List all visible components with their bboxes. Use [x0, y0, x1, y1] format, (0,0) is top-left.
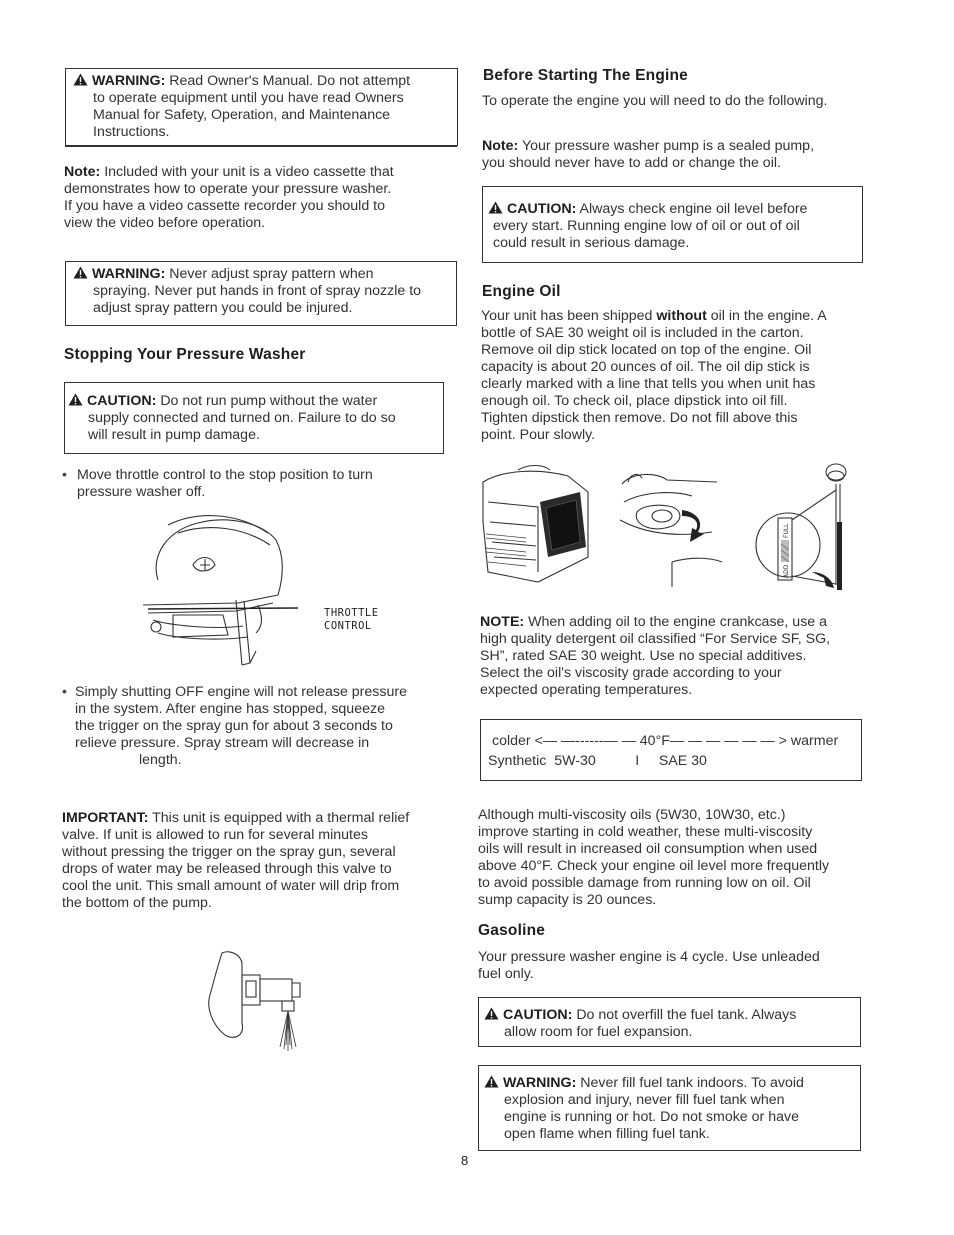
dipstick-removal-illustration — [612, 462, 737, 587]
caution-line: could result in serious damage. — [493, 235, 690, 251]
multi-line: sump capacity is 20 ounces. — [478, 892, 657, 908]
note-lead: Note: — [64, 164, 101, 180]
warning-line: open flame when filling fuel tank. — [504, 1126, 710, 1142]
caution-lead: CAUTION: — [507, 201, 577, 217]
bullet-line: pressure washer off. — [77, 484, 206, 500]
warning-triangle-icon — [484, 1075, 499, 1088]
page-number: 8 — [461, 1153, 469, 1168]
warning-lead: WARNING: — [92, 266, 166, 282]
throttle-control-label — [324, 607, 379, 633]
viscosity-table-box — [480, 719, 862, 781]
warning-lead: WARNING: — [503, 1075, 577, 1091]
note-line: SH”, rated SAE 30 weight. Use no special additives. — [480, 648, 807, 664]
dipstick-level-illustration — [752, 460, 857, 590]
warning-line: Instructions. — [93, 124, 170, 140]
caution-line: every start. Running engine low of oil or out of oil — [493, 218, 800, 234]
caution-line: Do not run pump without the water — [160, 393, 378, 409]
oil-line: bottle of SAE 30 weight oil is included in the carton. — [481, 325, 804, 341]
warning-line: Manual for Safety, Operation, and Maintenance — [93, 107, 391, 123]
warning-line: explosion and injury, never fill fuel tank when — [504, 1092, 785, 1108]
warning-line: to operate equipment until you have read Owners — [93, 90, 404, 106]
note-lead: NOTE: — [480, 614, 525, 630]
engine-oil-text — [481, 308, 881, 444]
note-line: Included with your unit is a video cassette that — [104, 164, 394, 180]
oil-line: clearly marked with a line that tells you when unit has — [481, 376, 816, 392]
viscosity-grade-row: Synthetic 5W-30 I SAE 30 — [488, 753, 707, 769]
warning-fuel-tank-text — [484, 1075, 859, 1143]
warning-lead: WARNING: — [92, 73, 166, 89]
warning-line: spraying. Never put hands in front of spray nozzle to — [93, 283, 422, 299]
bullet-dot: • — [62, 683, 67, 699]
important-line: valve. If unit is allowed to run for several minutes — [62, 827, 368, 843]
caution-line: Do not overfill the fuel tank. Always — [576, 1007, 797, 1023]
important-thermal-relief — [62, 810, 454, 912]
viscosity-temperature-row: colder <— —------— — 40°F— — — — — — > warmer — [492, 733, 839, 749]
gas-line: fuel only. — [478, 966, 534, 982]
bullet-dot: • — [62, 466, 67, 482]
caution-lead: CAUTION: — [503, 1007, 573, 1023]
note-line: If you have a video cassette recorder you should to — [64, 198, 385, 214]
oil-line: point. Pour slowly. — [481, 427, 596, 443]
important-lead: IMPORTANT: — [62, 810, 149, 826]
dipstick-full-mark: FULL — [783, 523, 790, 538]
dipstick-add-mark: ADD — [783, 564, 790, 578]
throttle-control-illustration — [138, 505, 298, 675]
caution-pump-text — [68, 393, 448, 444]
warning-triangle-icon — [484, 1007, 499, 1020]
warning-line: Never adjust spray pattern when — [169, 266, 374, 282]
note-detergent-oil — [480, 614, 890, 699]
note-line: When adding oil to the engine crankcase, use a — [528, 614, 828, 630]
caution-oil-check-text — [488, 201, 863, 252]
thermal-relief-valve-illustration — [200, 945, 315, 1055]
engine-oil-fill-illustration — [478, 462, 598, 587]
multi-viscosity-text — [478, 807, 888, 909]
warning-triangle-icon — [488, 201, 503, 214]
important-line: This unit is equipped with a thermal relief — [152, 810, 410, 826]
important-line: cool the unit. This small amount of water will drip from — [62, 878, 400, 894]
caution-line: allow room for fuel expansion. — [504, 1024, 693, 1040]
gas-line: Your pressure washer engine is 4 cycle. Use unleaded — [478, 949, 820, 965]
multi-line: above 40°F. Check your engine oil level more frequently — [478, 858, 830, 874]
warning-line: Read Owner's Manual. Do not attempt — [169, 73, 411, 89]
warning-manual-text — [73, 73, 458, 141]
bullet-line: in the system. After engine has stopped, squeeze — [75, 701, 385, 717]
section-heading-before-starting: Before Starting The Engine — [483, 67, 688, 84]
before-starting-text: To operate the engine you will need to do the following. — [482, 93, 828, 109]
bullet-line: relieve pressure. Spray stream will decrease in — [75, 735, 370, 751]
section-heading-gasoline: Gasoline — [478, 922, 546, 939]
note-line: view the video before operation. — [64, 215, 266, 231]
warning-line: adjust spray pattern you could be injured. — [93, 300, 353, 316]
warning-spray-text — [73, 266, 458, 317]
gasoline-text — [478, 949, 878, 983]
label-line: CONTROL — [324, 620, 372, 632]
caution-line: will result in pump damage. — [88, 427, 260, 443]
warning-line: engine is running or hot. Do not smoke or have — [504, 1109, 799, 1125]
note-sealed-pump — [482, 138, 882, 172]
important-line: without pressing the trigger on the spray gun, several — [62, 844, 396, 860]
oil-line: enough oil. To check oil, place dipstick into oil fill. — [481, 393, 788, 409]
note-line: expected operating temperatures. — [480, 682, 693, 698]
bullet-line: the trigger on the spray gun for about 3 seconds to — [75, 718, 393, 734]
bullet-pressure-text — [75, 684, 455, 769]
important-line: drops of water may be released through this valve to — [62, 861, 392, 877]
note-line: high quality detergent oil classified “For Service SF, SG, — [480, 631, 831, 647]
warning-box-manual-bottom-rule — [65, 145, 457, 147]
multi-line: improve starting in cold weather, these multi-viscosity — [478, 824, 813, 840]
oil-line: Your unit has been shipped — [481, 308, 657, 324]
multi-line: oils will result in increased oil consumption when used — [478, 841, 818, 857]
bullet-line: Move throttle control to the stop position to turn — [77, 467, 373, 483]
caution-line: Always check engine oil level before — [579, 201, 808, 217]
warning-line: Never fill fuel tank indoors. To avoid — [580, 1075, 804, 1091]
note-lead: Note: — [482, 138, 519, 154]
bullet-throttle-text — [77, 467, 447, 501]
oil-line: capacity is about 20 ounces of oil. The oil dip stick is — [481, 359, 810, 375]
note-line: demonstrates how to operate your pressure washer. — [64, 181, 392, 197]
warning-triangle-icon — [73, 73, 88, 86]
note-line: Your pressure washer pump is a sealed pump, — [521, 138, 815, 154]
important-line: the bottom of the pump. — [62, 895, 212, 911]
section-heading-engine-oil: Engine Oil — [482, 283, 561, 300]
warning-triangle-icon — [68, 393, 83, 406]
caution-lead: CAUTION: — [87, 393, 157, 409]
bullet-line: length. — [139, 752, 182, 768]
oil-line: Remove oil dip stick located on top of the engine. Oil — [481, 342, 812, 358]
multi-line: Although multi-viscosity oils (5W30, 10W30, etc.) — [478, 807, 786, 823]
note-video-cassette — [64, 164, 454, 232]
note-line: Select the oil's viscosity grade according to your — [480, 665, 782, 681]
caution-fuel-text — [484, 1007, 859, 1041]
bullet-line: Simply shutting OFF engine will not release pressure — [75, 684, 407, 700]
note-line: you should never have to add or change the oil. — [482, 155, 781, 171]
caution-line: supply connected and turned on. Failure to do so — [88, 410, 396, 426]
warning-triangle-icon — [73, 266, 88, 279]
oil-line: oil in the engine. A — [706, 308, 827, 324]
oil-emphasis: without — [656, 308, 707, 324]
multi-line: to avoid possible damage from running low on oil. Oil — [478, 875, 811, 891]
oil-line: Tighten dipstick then remove. Do not fill above this — [481, 410, 798, 426]
label-line: THROTTLE — [324, 607, 379, 619]
section-heading-stopping: Stopping Your Pressure Washer — [64, 346, 306, 363]
